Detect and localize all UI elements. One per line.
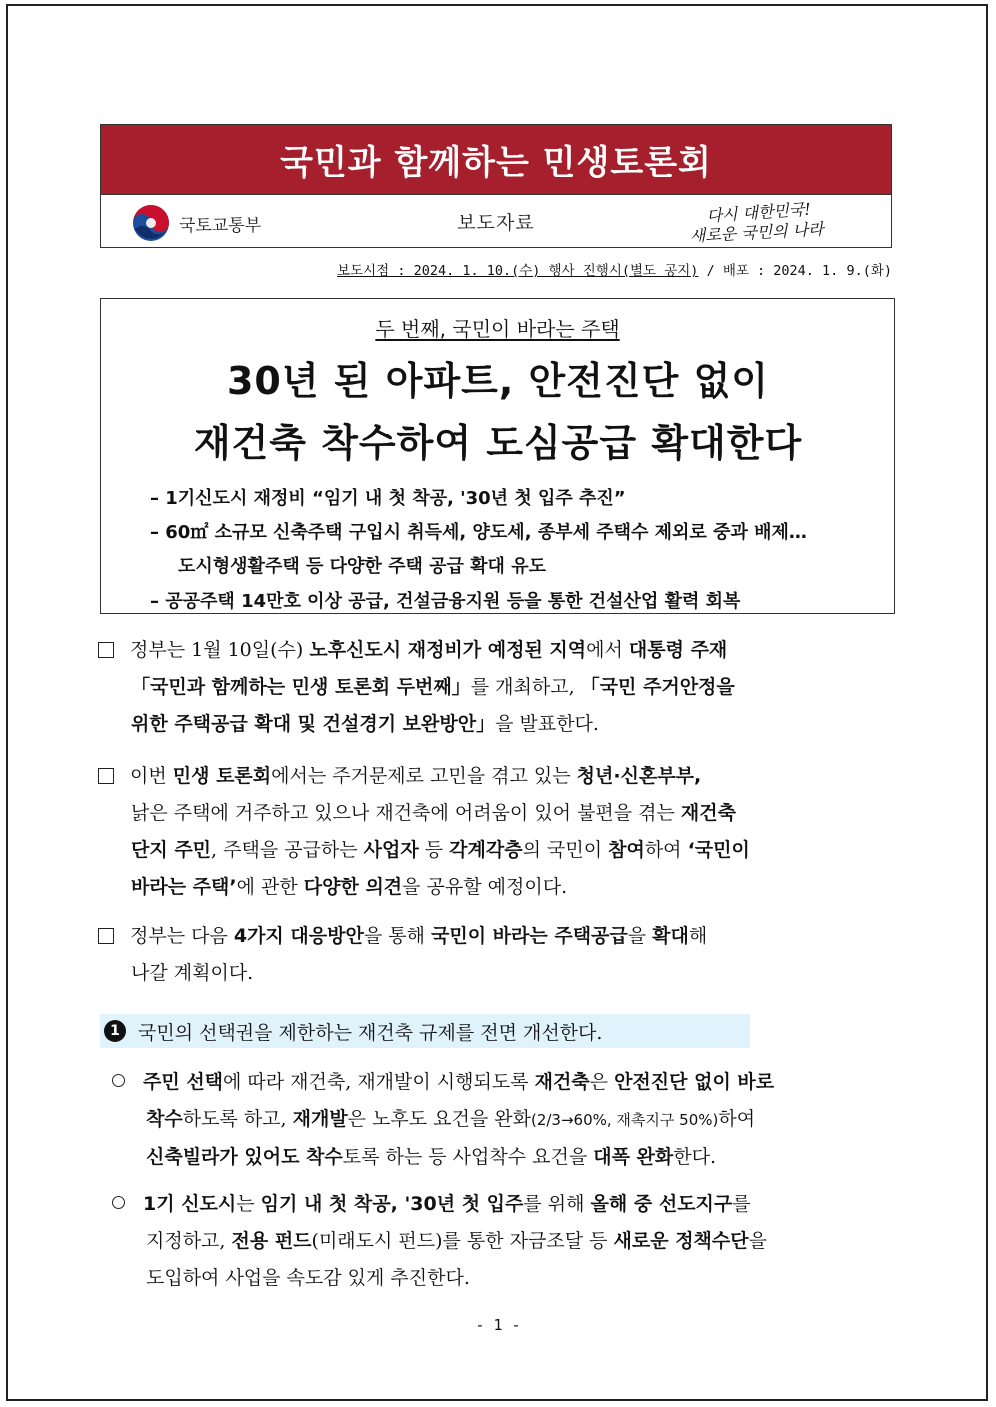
- summary-bullet-1: – 1기신도시 재정비 “임기 내 첫 착공, '30년 첫 입주 추진”: [150, 488, 626, 509]
- headline-title-line-2: 재건축 착수하여 도심공급 확대한다: [193, 421, 803, 465]
- text-span: (2/3→60%, 재촉지구 50%): [530, 1111, 719, 1129]
- header-info-row: [101, 194, 891, 248]
- checkbox-square-icon: [98, 642, 114, 658]
- summary-bullet-3: – 공공주택 14만호 이상 공급, 건설금융지원 등을 통한 건설산업 활력 회복: [150, 591, 741, 612]
- paragraph-2: [98, 758, 898, 906]
- policy-item-2: [112, 1186, 902, 1297]
- policy-item-1: [112, 1064, 902, 1176]
- section-number-icon: 1: [104, 1020, 126, 1042]
- text-span: 신축빌라가 있어도 착수: [146, 1146, 343, 1168]
- section-title: 국민의 선택권을 제한하는 재건축 규제를 전면 개선한다.: [138, 1021, 603, 1044]
- bullet-circle-icon: [112, 1074, 125, 1087]
- summary-bullet-2: – 60㎡ 소규모 신축주택 구입시 취득세, 양도세, 종부세 주택수 제외로 중과 배제…: [150, 522, 807, 543]
- text-span: 재건축: [680, 802, 736, 824]
- text-span: 안전진단 없이 바로: [614, 1071, 775, 1093]
- text-span: 전용 펀드: [231, 1230, 312, 1252]
- slogan-line-1: 다시 대한민국!: [705, 199, 812, 226]
- text-span: 는: [236, 1193, 261, 1215]
- text-span: 에 따라 재건축, 재개발이 시행되도록: [223, 1071, 535, 1093]
- release-type-label: 보도자료: [457, 212, 535, 234]
- text-span: 토록 하는 등 사업착수 요건을: [342, 1146, 594, 1168]
- text-span: 국민이 바라는 주택공급: [430, 925, 628, 947]
- text-span: 해: [688, 925, 708, 947]
- text-span: 한다.: [673, 1146, 717, 1168]
- ministry-name: 국토교통부: [179, 215, 262, 236]
- release-separator: /: [698, 263, 723, 279]
- text-span: 참여: [608, 839, 645, 861]
- text-span: 바라는 주택’: [131, 876, 237, 898]
- text-span: 사업자: [363, 839, 419, 861]
- text-span: 4가지 대응방안: [233, 925, 364, 947]
- text-span: 위한 주택공급 확대 및 건설경기 보완방안」: [131, 713, 496, 735]
- text-span: 도입하여 사업을 속도감 있게 추진한다.: [146, 1267, 470, 1289]
- text-span: 을 통해: [363, 925, 431, 947]
- text-span: 민생 토론회: [172, 765, 272, 787]
- text-span: , 주택을 공급하는: [211, 839, 364, 861]
- text-span: 이번: [130, 765, 173, 787]
- text-span: 1기 신도시: [143, 1193, 237, 1215]
- summary-bullet-2-cont: 도시형생활주택 등 다양한 주택 공급 확대 유도: [178, 556, 546, 577]
- text-span: 재개발: [292, 1108, 348, 1130]
- text-span: 임기 내 첫 착공, '30년 첫 입주: [260, 1193, 524, 1215]
- paragraph-1: [98, 632, 898, 743]
- text-span: 청년·신혼부부,: [576, 765, 702, 787]
- text-span: 하도록 하고,: [182, 1108, 293, 1130]
- press-release-header: [100, 124, 892, 248]
- text-span: 주민 선택: [143, 1071, 224, 1093]
- text-span: 정부는 다음: [130, 925, 234, 947]
- text-span: 의 국민이: [522, 839, 609, 861]
- checkbox-square-icon: [98, 768, 114, 784]
- embargo-time: 보도시점 : 2024. 1. 10.(수) 행사 진행시(별도 공지): [337, 263, 699, 279]
- text-span: 에서: [586, 639, 629, 661]
- text-span: 을: [748, 1230, 767, 1252]
- text-span: 등: [418, 839, 450, 861]
- text-span: 을 공유할 예정이다.: [402, 876, 568, 898]
- text-span: 을 발표한다.: [495, 713, 599, 735]
- text-span: ‘국민이: [687, 839, 750, 861]
- release-timing: [337, 259, 892, 279]
- text-span: 착수: [146, 1108, 183, 1130]
- text-span: 새로운 정책수단: [613, 1230, 749, 1252]
- event-banner: 국민과 함께하는 민생토론회: [101, 125, 891, 194]
- text-span: 노후신도시 재정비가 예정된 지역: [309, 639, 587, 661]
- text-span: (미래도시 펀드)를 통한 자금조달 등: [311, 1230, 614, 1252]
- slogan-line-2: 새로운 국민의 나라: [689, 219, 825, 245]
- text-span: 은: [589, 1071, 615, 1093]
- text-span: 다양한 의견: [303, 876, 403, 898]
- checkbox-square-icon: [98, 928, 114, 944]
- text-span: 지정하고,: [146, 1230, 232, 1252]
- distribution-date: 배포 : 2024. 1. 9.(화): [722, 263, 892, 279]
- text-span: 정부는 1월 10일(수): [130, 639, 310, 661]
- text-span: 은 노후도 요건을 완화: [347, 1108, 531, 1130]
- text-span: 「국민 주거안정을: [580, 676, 735, 698]
- text-span: 나갈 계획이다.: [131, 962, 254, 984]
- bullet-circle-icon: [112, 1196, 125, 1209]
- text-span: 「국민과 함께하는 민생 토론회 두번째」: [131, 676, 471, 698]
- text-span: 각계각층: [449, 839, 523, 861]
- text-span: 대폭 완화: [593, 1146, 674, 1168]
- text-span: 을: [627, 925, 653, 947]
- text-span: 하여: [644, 839, 688, 861]
- headline-title-line-1: 30년 된 아파트, 안전진단 없이: [226, 359, 770, 403]
- government-slogan: [649, 199, 869, 245]
- paragraph-3: [98, 918, 898, 992]
- text-span: 에서는 주거문제로 고민을 겪고 있는: [271, 765, 577, 787]
- text-span: 낡은 주택에 거주하고 있으나 재건축에 어려움이 있어 불편을 겪는: [131, 802, 681, 824]
- text-span: 하여: [718, 1108, 756, 1130]
- section-heading-1: [100, 1014, 750, 1048]
- page-number: - 1 -: [475, 1316, 521, 1334]
- text-span: 단지 주민: [131, 839, 212, 861]
- headline-subtitle: 두 번째, 국민이 바라는 주택: [375, 317, 620, 341]
- text-span: 를 위해: [523, 1193, 591, 1215]
- text-span: 를 개최하고,: [470, 676, 581, 698]
- text-span: 확대: [652, 925, 689, 947]
- text-span: 재건축: [534, 1071, 590, 1093]
- text-span: 를: [732, 1193, 751, 1215]
- text-span: 올해 중 선도지구: [590, 1193, 733, 1215]
- text-span: 대통령 주재: [628, 639, 728, 661]
- text-span: 에 관한: [236, 876, 304, 898]
